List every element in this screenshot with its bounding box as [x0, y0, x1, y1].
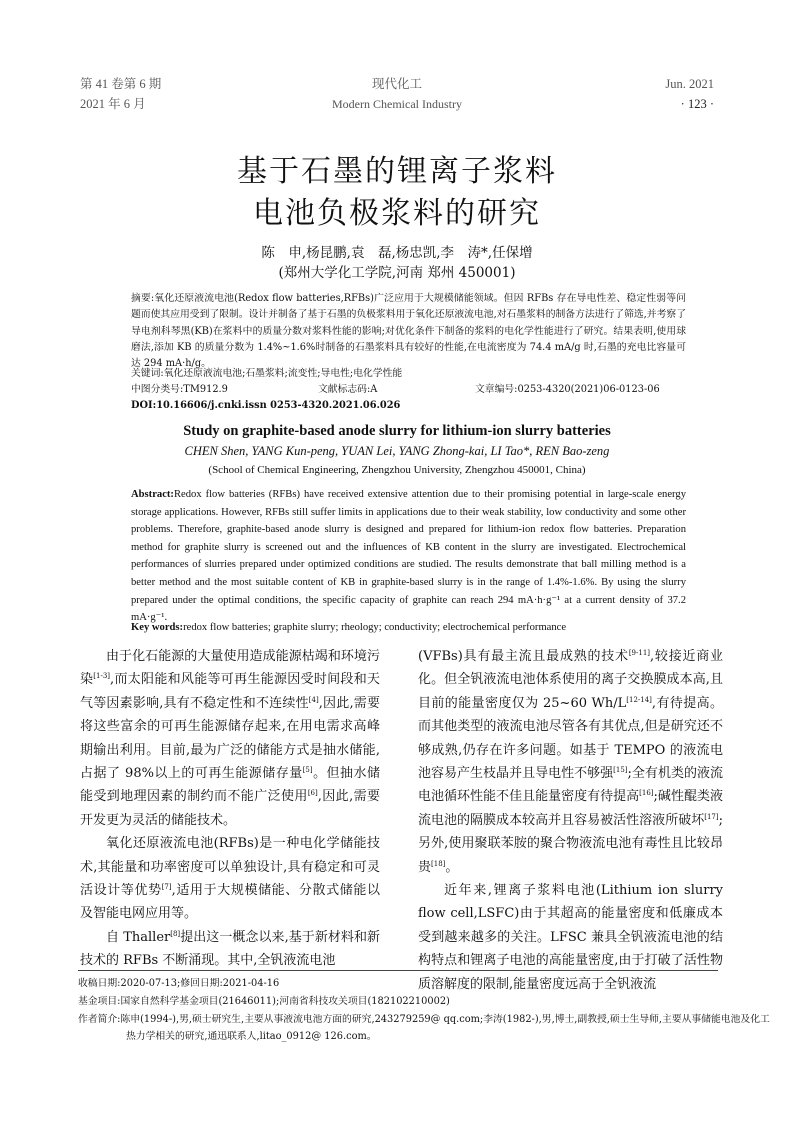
page-number: · 123 · [680, 97, 714, 111]
journal-name-cn: 现代化工 [371, 77, 422, 91]
title-cn-line-1: 基于石墨的锂离子浆料 [237, 154, 557, 189]
footnote-divider [78, 970, 718, 971]
clc-number: 中图分类号:TM912.9 [131, 384, 228, 395]
body-paragraph: 氧化还原液流电池(RFBs)是一种电化学储能技术,其能量和功率密度可以单独设计,具有稳定和可灵活设计等优势[7],适用于大规模储能、分散式储能以及智能电网应用等。 [80, 836, 380, 922]
keywords-en [131, 619, 686, 637]
journal-date-en: Jun. 2021 [665, 77, 714, 91]
body-right-column [418, 645, 723, 996]
received-dates: 收稿日期:2020-07-13;修回日期:2021-04-16 [78, 978, 280, 989]
document-code: 文献标志码:A [318, 384, 378, 395]
body-left-column [80, 645, 380, 973]
abstract-cn: 摘要:氧化还原液流电池(Redox flow batteries,RFBs)广泛应用于大规模储能领域。但因 RFBs 存在导电性差、稳定性弱等问题而使其应用受到了限制。设计并制备了基于石墨的负极浆料用于氧化还原液流电池,对石墨浆料的制备方法进行了筛选,并考察了导电剂科琴黑(KB)在浆料中的质量分数对浆料性能的影响;对优化条件下制备的浆料的电化学性能进行了研究。结果表明,使用球磨法,添加 KB 的质量分数为 1.4%~1.6%时制备的石墨浆料具有较好的性能,在电流密度为 74.4 mA/g 时,石墨的充电比容量可达 294 mA·h/g。 [131, 293, 686, 370]
affiliation-en: (School of Chemical Engineering, Zhengzhou University, Zhengzhou 450001, China) [208, 464, 586, 476]
body-paragraph: 近年来,锂离子浆料电池(Lithium ion slurry flow cell,LSFC)由于其超高的能量密度和低廉成本受到越来越多的关注。LFSC 兼具全钒液流电池的结构特点和锂离子电池的高能量密度,由于打破了活性物质溶解度的限制,能量密度远高于全钒液流 [418, 883, 723, 992]
affiliation-cn: (郑州大学化工学院,河南 郑州 450001) [278, 265, 516, 281]
journal-volume: 第 41 卷第 6 期 [80, 77, 162, 91]
abstract-en-text: Redox flow batteries (RFBs) have received extensive attention due to their promising potential in large-scale energy storage applications. However, RFBs still suffer limits in applications due to their weak stability, low conductivity and some other problems. Therefore, graphite-based anode slurry is designed and prepared for lithium-ion redox flow batteries. Preparation method for graphite slurry is screened out and the influences of KB content in the slurry are investigated. Electrochemical performances of slurries prepared under optimized conditions are studied. The results demonstrate that ball milling method is a better method and the most suitable content of KB in graphite-based slurry is in the range of 1.4%-1.6%. By using the slurry prepared under the optimal conditions, the specific capacity of graphite can reach 294 mA·h·g⁻¹ at a current density of 37.2 mA·g⁻¹. [131, 489, 686, 624]
body-paragraph: 自 Thaller[8]提出这一概念以来,基于新材料和新技术的 RFBs 不断涌现。其中,全钒液流电池 [80, 929, 380, 969]
title-en: Study on graphite-based anode slurry for lithium-ion slurry batteries [183, 423, 611, 439]
article-number: 文章编号:0253-4320(2021)06-0123-06 [475, 384, 660, 395]
body-paragraph: 由于化石能源的大量使用造成能源枯竭和环境污染[1-3],而太阳能和风能等可再生能源因受时间段和天气等因素影响,具有不稳定性和不连续性[4],因此,需要将这些富余的可再生能源储存起来,在用电需求高峰期输出利用。目前,最为广泛的储能方式是抽水储能,占据了 98%以上的可再生能源储存量[5]。但抽水储能受到地理因素的制约而不能广泛使用[6],因此,需要开发更为灵活的储能技术。 [80, 649, 380, 828]
authors-en: CHEN Shen, YANG Kun-peng, YUAN Lei, YANG Zhong-kai, LI Tao*, REN Bao-zeng [184, 444, 610, 458]
keywords-cn: 关键词:氧化还原液流电池;石墨浆料;流变性;导电性;电化学性能 [131, 368, 403, 379]
title-cn-line-2: 电池负极浆料的研究 [253, 196, 541, 231]
keywords-en-text: redox flow batteries; graphite slurry; rheology; conductivity; electrochemical performance [183, 622, 567, 633]
author-info: 作者简介:陈申(1994-),男,硕士研究生,主要从事液流电池方面的研究,243279259@ qq.com;李涛(1982-),男,博士,副教授,硕士生导师,主要从事储能电池及化工热力学相关的研究,通迅联系人,litao_0912@ 126.com。 [78, 1014, 770, 1042]
fund-info: 基金项目:国家自然科学基金项目(21646011);河南省科技攻关项目(182102210002) [78, 996, 450, 1007]
abstract-en-label: Abstract: [131, 489, 174, 500]
journal-name-en: Modern Chemical Industry [332, 97, 462, 111]
authors-cn: 陈 申,杨昆鹏,袁 磊,杨忠凯,李 涛*,任保增 [261, 245, 533, 261]
doi: DOI:10.16606/j.cnki.issn 0253-4320.2021.06.026 [131, 400, 401, 411]
keywords-en-label: Key words: [131, 622, 184, 633]
body-paragraph: (VFBs)具有最主流且最成熟的技术[9-11],较接近商业化。但全钒液流电池体系使用的离子交换膜成本高,且目前的能量密度仅为 25~60 Wh/L[12-14],有待提高。而其他类型的液流电池尽管各有其优点,但是研究还不够成熟,仍存在许多问题。如基于 TEMPO 的液流电池容易产生枝晶并且导电性不够强[15];全有机类的液流电池循环性能不佳且能量密度有待提高[16];碱性醌类液流电池的隔膜成本较高并且容易被活性溶液所破坏[17];另外,使用聚联苯胺的聚合物液流电池有毒性且比较昂贵[18]。 [418, 649, 724, 875]
journal-date-cn: 2021 年 6 月 [80, 97, 146, 111]
abstract-en [131, 486, 686, 627]
